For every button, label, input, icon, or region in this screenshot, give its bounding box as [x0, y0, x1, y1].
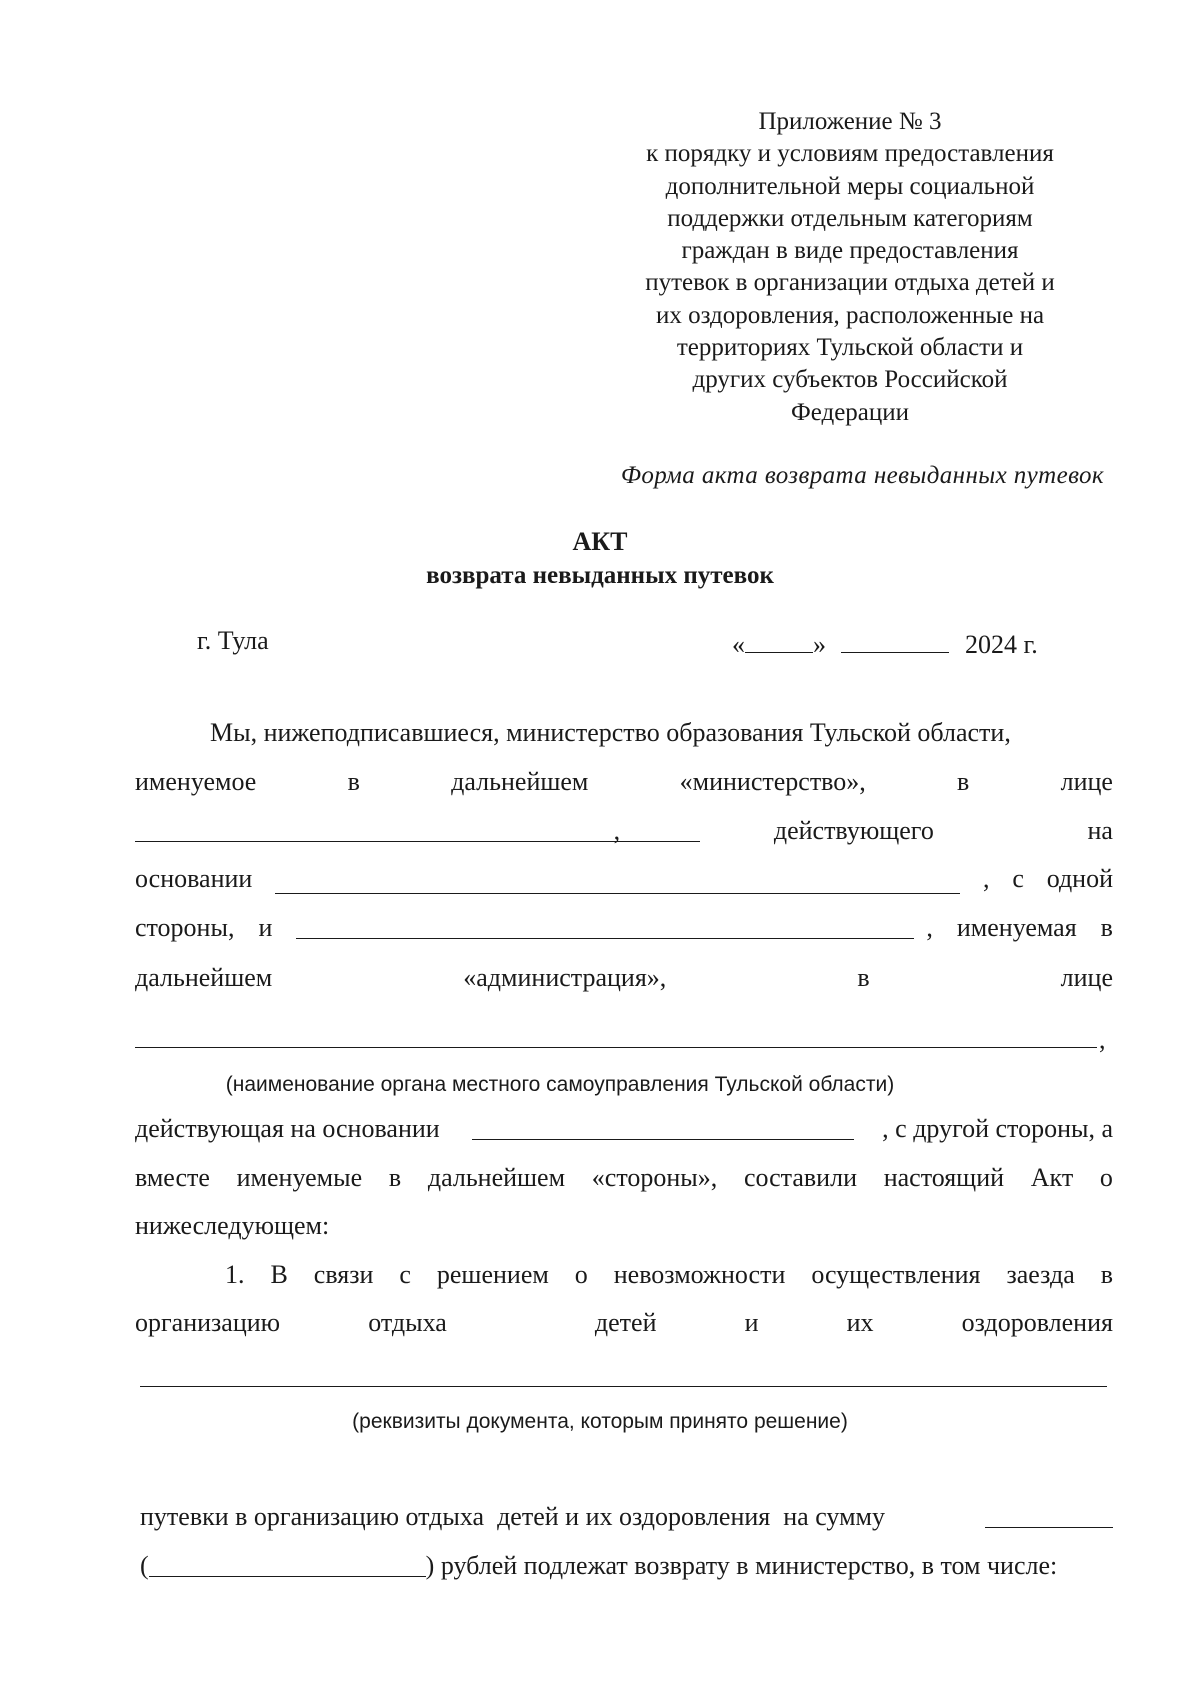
body-text: , [613, 816, 621, 845]
administration-blank[interactable] [296, 918, 914, 939]
body-text: действующего [773, 816, 934, 845]
body-row [135, 1308, 1113, 1338]
act-subtitle: возврата невыданных путевок [426, 562, 774, 589]
date-open-quote: « [732, 630, 745, 659]
appendix-line: граждан в виде предоставления [681, 237, 1019, 265]
decision-document-blank[interactable] [140, 1386, 1107, 1387]
body-text: действующая на основании [135, 1114, 440, 1143]
body-row [140, 1502, 1113, 1532]
caption-local-authority: (наименование органа местного самоуправления Тульской области) [225, 1073, 895, 1096]
body-text: , [982, 864, 990, 893]
body-text: основании [135, 864, 253, 893]
body-text: ( [140, 1551, 149, 1580]
body-row [1099, 1025, 1119, 1055]
appendix-header [600, 106, 1100, 429]
body-text: одной [1046, 864, 1113, 893]
body-text: ) рублей подлежат возврату в министерство, в том числе: [425, 1551, 1058, 1580]
body-text: связи [313, 1260, 374, 1289]
body-text: в [388, 1163, 402, 1192]
body-text: Акт [1030, 1163, 1074, 1192]
body-text: именуемая [956, 913, 1077, 942]
appendix-line: их оздоровления, расположенные на [655, 301, 1045, 329]
body-row [135, 864, 1113, 894]
body-text: дальнейшем [451, 767, 589, 796]
body-text: их [846, 1308, 874, 1337]
body-text: в [1100, 913, 1113, 942]
body-text: «стороны», [591, 1163, 718, 1192]
body-text: в [857, 963, 870, 992]
appendix-line: других субъектов Российской [692, 366, 1008, 394]
body-text: отдыха [368, 1308, 447, 1337]
admin-basis-blank[interactable] [472, 1119, 854, 1140]
appendix-line: к порядку и условиям предоставления [646, 140, 1054, 168]
body-text: на [1087, 816, 1113, 845]
body-text: о [1099, 1163, 1113, 1192]
body-text: составили [743, 1163, 857, 1192]
body-text: «министерство», [679, 767, 866, 796]
day-blank[interactable] [745, 626, 813, 653]
appendix-line: Приложение № 3 [758, 108, 942, 135]
body-row [135, 1114, 1113, 1144]
body-text: в [957, 767, 970, 796]
body-text: в [1100, 1260, 1113, 1289]
body-row [210, 718, 1113, 748]
body-text: В [270, 1260, 288, 1289]
body-text: с [1012, 864, 1024, 893]
body-text: лице [1060, 767, 1113, 796]
caption-decision-document: (реквизиты документа, которым принято решение) [352, 1410, 848, 1433]
body-text: и [258, 913, 273, 942]
body-text: Мы, нижеподписавшиеся, министерство образования Тульской области, [210, 718, 1011, 747]
body-text: «администрация», [463, 963, 667, 992]
body-text: 1. [225, 1260, 245, 1289]
appendix-line: путевок в организации отдыха детей и [645, 269, 1055, 297]
date-field [732, 626, 1038, 660]
body-row [135, 963, 1113, 993]
body-text: дальнейшем [427, 1163, 566, 1192]
basis-blank[interactable] [275, 873, 960, 894]
body-text: настоящий [883, 1163, 1005, 1192]
form-note: Форма акта возврата невыданных путевок [620, 462, 1104, 489]
body-text: , [1099, 1025, 1106, 1054]
appendix-line: Федерации [790, 398, 910, 426]
body-text: , с другой стороны, а [882, 1114, 1113, 1143]
appendix-line: поддержки отдельным категориям [667, 204, 1033, 232]
body-text: лице [1060, 963, 1113, 992]
body-text: с [399, 1260, 411, 1289]
body-text: именуемое [135, 767, 257, 796]
sum-blank[interactable] [985, 1507, 1113, 1528]
body-row [225, 1260, 1113, 1290]
body-row [135, 1211, 1113, 1241]
body-row [135, 1163, 1113, 1193]
body-text: о [574, 1260, 588, 1289]
body-row [135, 767, 1113, 797]
appendix-line: дополнительной меры социальной [665, 172, 1035, 200]
month-blank[interactable] [841, 626, 949, 653]
body-row [135, 816, 1113, 846]
place-label: г. Тула [197, 626, 269, 655]
act-title: АКТ [572, 527, 628, 556]
body-text: в [347, 767, 360, 796]
body-text: дальнейшем [135, 963, 273, 992]
body-text: решением [436, 1260, 549, 1289]
body-text: и [744, 1308, 759, 1337]
body-text: организацию [135, 1308, 281, 1337]
date-year: 2024 г. [965, 630, 1038, 659]
body-text: невозможности [613, 1260, 786, 1289]
body-text: заезда [1006, 1260, 1075, 1289]
body-text: путевки в организацию отдыха детей и их оздоровления на сумму [140, 1502, 885, 1531]
body-text: вместе [135, 1163, 210, 1192]
body-text: именуемые [236, 1163, 363, 1192]
body-text: стороны, [135, 913, 235, 942]
body-text: нижеследующем: [135, 1211, 330, 1240]
body-row [135, 913, 1113, 943]
body-text: оздоровления [961, 1308, 1113, 1337]
body-text: осуществления [811, 1260, 981, 1289]
body-row [140, 1551, 1113, 1581]
body-text: детей [594, 1308, 657, 1337]
body-text: , [926, 913, 933, 942]
sum-in-words-blank[interactable] [149, 1556, 426, 1577]
appendix-line: территориях Тульской области и [676, 334, 1024, 362]
date-close-quote: » [813, 630, 826, 659]
administration-representative-blank[interactable] [135, 1047, 1097, 1048]
